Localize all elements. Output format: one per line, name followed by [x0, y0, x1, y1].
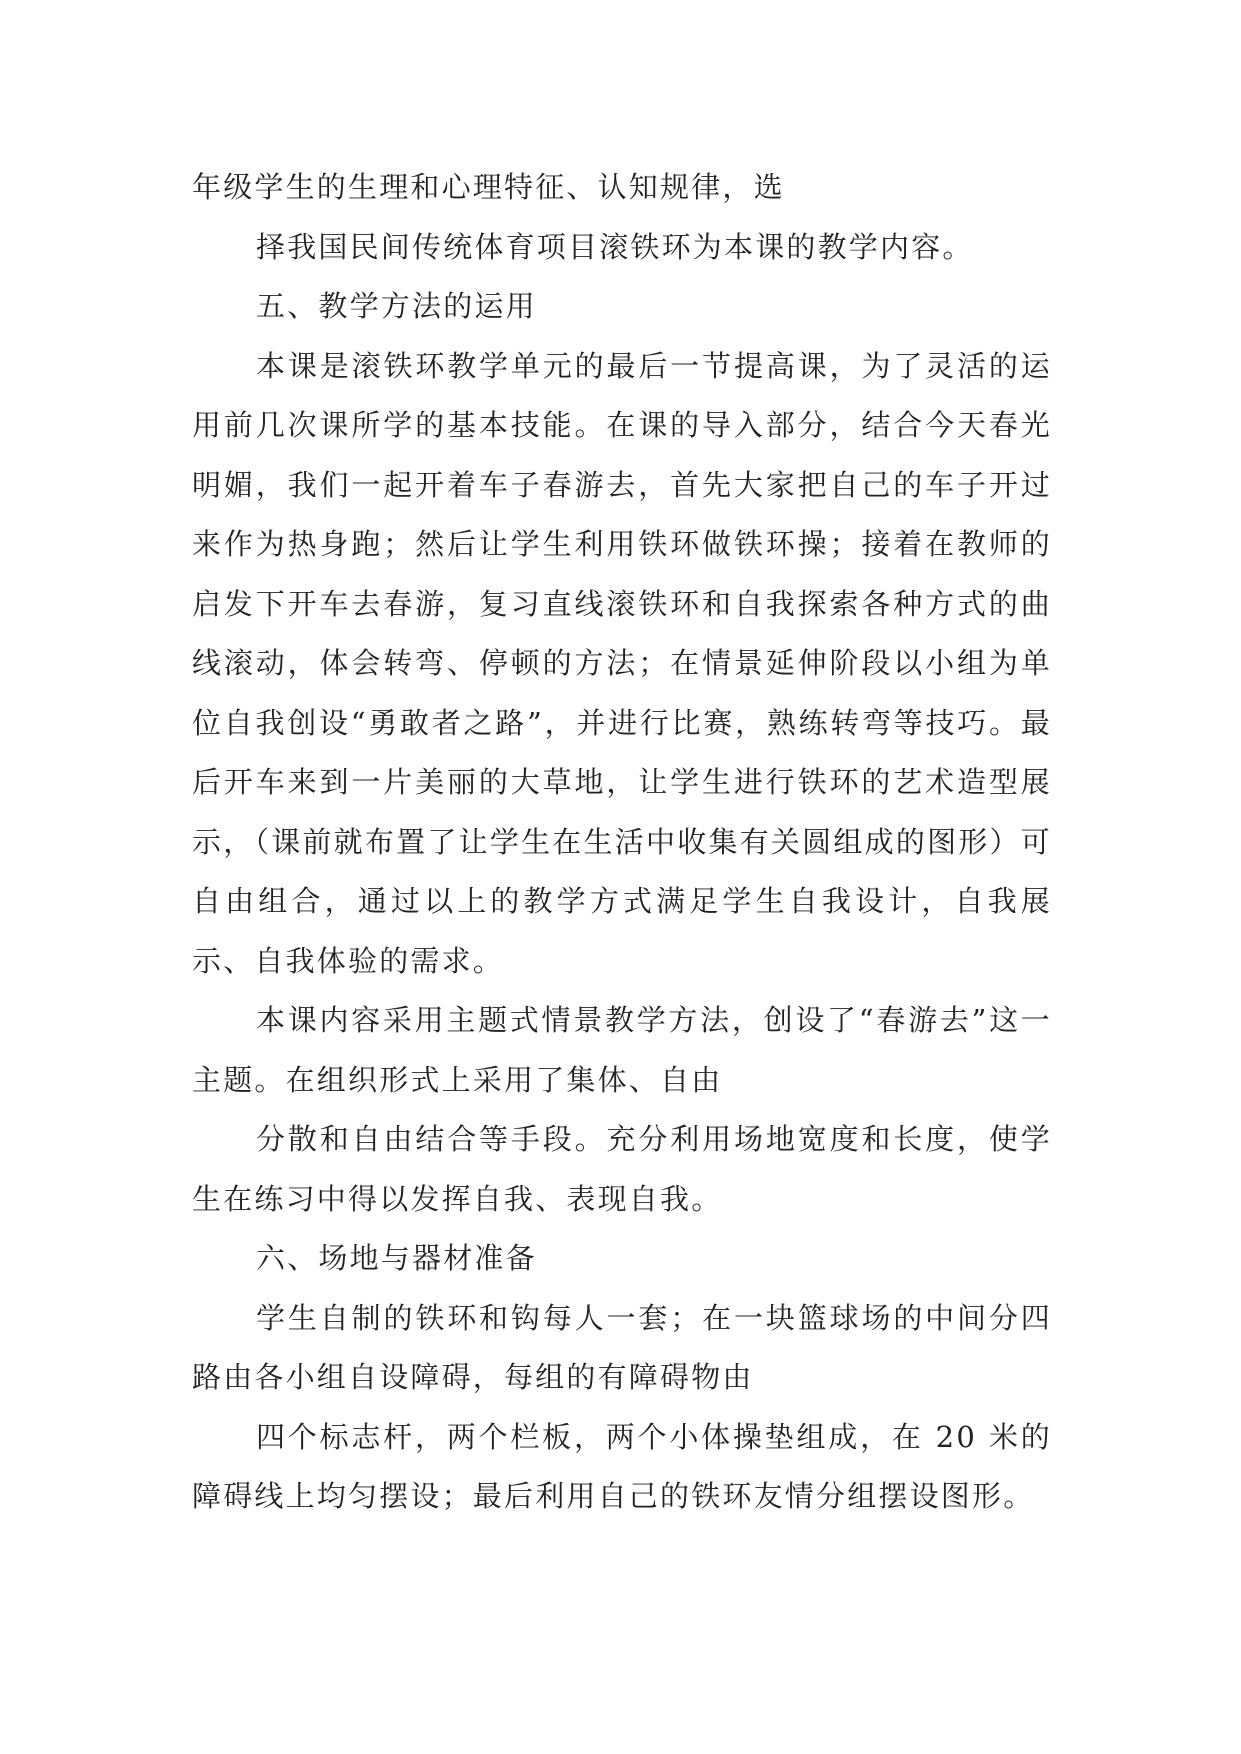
paragraph-1: 年级学生的生理和心理特征、认知规律，选 — [192, 170, 785, 204]
paragraph-9: 四个标志杆，两个栏板，两个小体操垫组成，在 20 米的障碍线上均匀摆设；最后利用自己的铁环友情分组摆设图形。 — [192, 1419, 1052, 1513]
document-body — [192, 158, 1052, 1527]
paragraph-5: 本课内容采用主题式情景教学方法，创设了“春游去”这一主题。在组织形式上采用了集体、自由 — [192, 1003, 1052, 1097]
paragraph-8: 学生自制的铁环和钩每人一套；在一块篮球场的中间分四路由各小组自设障碍，每组的有障碍物由 — [192, 1300, 1052, 1394]
paragraph-4: 本课是滚铁环教学单元的最后一节提高课，为了灵活的运用前几次课所学的基本技能。在课的导入部分，结合今天春光明媚，我们一起开着车子春游去，首先大家把自己的车子开过来作为热身跑；然后让学生利用铁环做铁环操；接着在教师的启发下开车去春游，复习直线滚铁环和自我探索各种方式的曲线滚动，体会转弯、停顿的方法；在情景延伸阶段以小组为单位自我创设“勇敢者之路”，并进行比赛，熟练转弯等技巧。最后开车来到一片美丽的大草地，让学生进行铁环的艺术造型展示，（课前就布置了让学生在生活中收集有关圆组成的图形）可自由组合，通过以上的教学方式满足学生自我设计，自我展示、自我体验的需求。 — [192, 348, 1052, 978]
paragraph-6: 分散和自由结合等手段。充分利用场地宽度和长度，使学生在练习中得以发挥自我、表现自我。 — [192, 1122, 1052, 1216]
section-heading-teaching-methods: 五、教学方法的运用 — [256, 289, 537, 323]
section-heading-venue-equipment: 六、场地与器材准备 — [256, 1241, 537, 1275]
paragraph-2: 择我国民间传统体育项目滚铁环为本课的教学内容。 — [256, 229, 974, 264]
